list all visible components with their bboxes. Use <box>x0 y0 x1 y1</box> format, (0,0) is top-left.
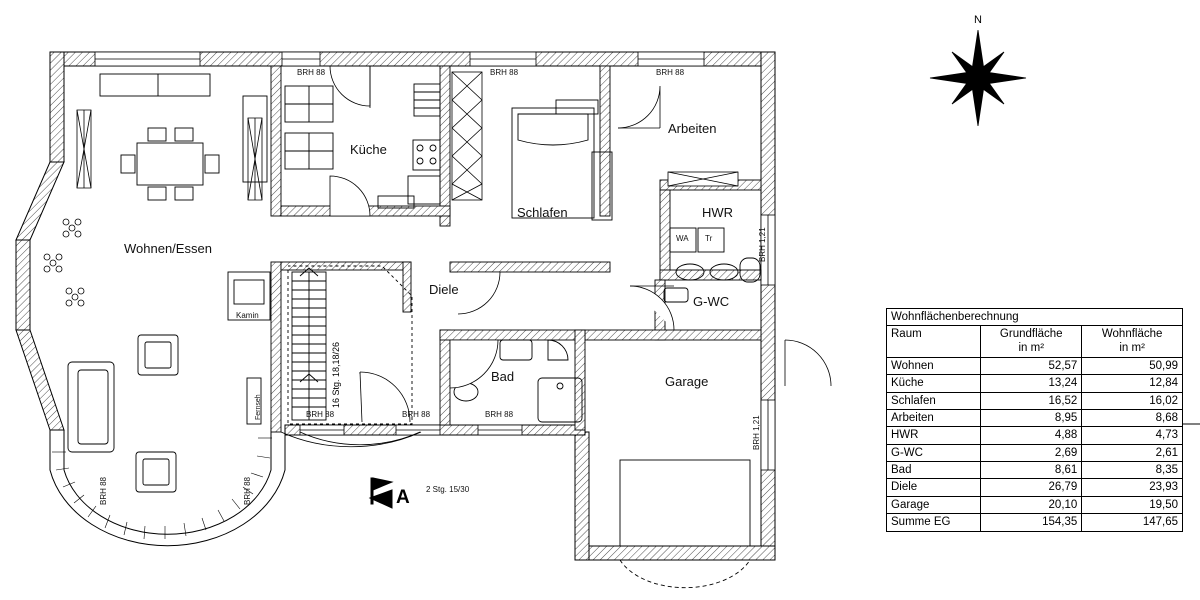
room-label-wohnen-essen: Wohnen/Essen <box>124 241 212 256</box>
cell-room: Küche <box>887 375 981 392</box>
area-calculation-table <box>886 308 1183 532</box>
cell-wohnflaeche: 12,84 <box>1082 375 1183 392</box>
table-total-row <box>887 514 1183 531</box>
annotation-tr: Tr <box>705 234 713 243</box>
cell-wohnflaeche: 8,35 <box>1082 462 1183 479</box>
cell-wohnflaeche: 4,73 <box>1082 427 1183 444</box>
annotation-brh-88-north-3: BRH 88 <box>656 68 685 77</box>
annotation-brh-88-bay-left: BRH 88 <box>99 476 108 505</box>
room-label-bad: Bad <box>491 369 515 384</box>
table-row <box>887 479 1183 496</box>
room-label-garage: Garage <box>665 374 709 389</box>
column-header-wohnflaeche-unit: in m² <box>1119 342 1145 355</box>
room-label-diele: Diele <box>429 282 459 297</box>
annotation-fernseh: Fernseh <box>255 394 262 420</box>
cell-wohnflaeche: 2,61 <box>1082 444 1183 461</box>
cell-grundflaeche: 8,61 <box>981 462 1082 479</box>
column-header-grundflaeche-unit: in m² <box>1018 342 1045 355</box>
annotation-brh-121-east-1: BRH 1,21 <box>758 227 767 262</box>
table-row <box>887 496 1183 513</box>
annotation-kamin: Kamin <box>236 311 259 320</box>
column-header-wohnflaeche-title: Wohnfläche <box>1101 328 1163 340</box>
column-header-grundflaeche-title: Grundfläche <box>999 328 1063 340</box>
room-label-schlafen: Schlafen <box>517 205 568 220</box>
room-label-hwr: HWR <box>702 205 734 220</box>
column-header-room-title: Raum <box>891 328 922 340</box>
cell-wohnflaeche: 16,02 <box>1082 392 1183 409</box>
cell-total-label: Summe EG <box>887 514 981 531</box>
table-caption: Wohnflächenberechnung <box>886 308 1183 325</box>
cell-room: Arbeiten <box>887 409 981 426</box>
table-row <box>887 444 1183 461</box>
annotation-brh-88-bay-right: BRH 88 <box>243 476 252 505</box>
table-header-row <box>887 326 1183 358</box>
cell-grundflaeche: 4,88 <box>981 427 1082 444</box>
cell-total-wohnflaeche: 147,65 <box>1082 514 1183 531</box>
cell-grundflaeche: 8,95 <box>981 409 1082 426</box>
section-marker-a: A <box>396 487 410 508</box>
annotation-brh-88-north-1: BRH 88 <box>297 68 326 77</box>
cell-wohnflaeche: 23,93 <box>1082 479 1183 496</box>
cell-room: Schlafen <box>887 392 981 409</box>
cell-grundflaeche: 26,79 <box>981 479 1082 496</box>
cell-wohnflaeche: 8,68 <box>1082 409 1183 426</box>
room-label-kueche: Küche <box>350 142 387 157</box>
cell-room: Garage <box>887 496 981 513</box>
cell-room: Bad <box>887 462 981 479</box>
cell-grundflaeche: 20,10 <box>981 496 1082 513</box>
room-label-g-wc: G-WC <box>693 294 730 309</box>
cell-total-grundflaeche: 154,35 <box>981 514 1082 531</box>
table-row <box>887 409 1183 426</box>
cell-grundflaeche: 13,24 <box>981 375 1082 392</box>
cell-room: G-WC <box>887 444 981 461</box>
cell-room: Diele <box>887 479 981 496</box>
annotation-brh-88-south-1: BRH 88 <box>306 410 335 419</box>
annotation-brh-121-east-2: BRH 1,21 <box>752 415 761 450</box>
room-label-arbeiten: Arbeiten <box>668 121 717 136</box>
cell-wohnflaeche: 50,99 <box>1082 357 1183 374</box>
annotation-brh-88-north-2: BRH 88 <box>490 68 519 77</box>
table-row <box>887 357 1183 374</box>
column-header-grundflaeche <box>981 326 1082 358</box>
annotation-2-stg-15-30: 2 Stg. 15/30 <box>426 485 470 494</box>
table-row <box>887 392 1183 409</box>
annotation-stair-count: 16 Stg. 18,18/26 <box>331 341 341 408</box>
cell-room: HWR <box>887 427 981 444</box>
column-header-room <box>887 326 981 358</box>
compass-north-label: N <box>974 14 982 26</box>
annotation-brh-88-south-3: BRH 88 <box>485 410 514 419</box>
cell-grundflaeche: 16,52 <box>981 392 1082 409</box>
annotation-wa: WA <box>676 234 689 243</box>
cell-wohnflaeche: 19,50 <box>1082 496 1183 513</box>
column-header-wohnflaeche <box>1082 326 1183 358</box>
cell-grundflaeche: 2,69 <box>981 444 1082 461</box>
annotation-brh-88-south-2: BRH 88 <box>402 410 431 419</box>
cell-room: Wohnen <box>887 357 981 374</box>
table-row <box>887 375 1183 392</box>
cell-grundflaeche: 52,57 <box>981 357 1082 374</box>
table-row <box>887 427 1183 444</box>
table-row <box>887 462 1183 479</box>
